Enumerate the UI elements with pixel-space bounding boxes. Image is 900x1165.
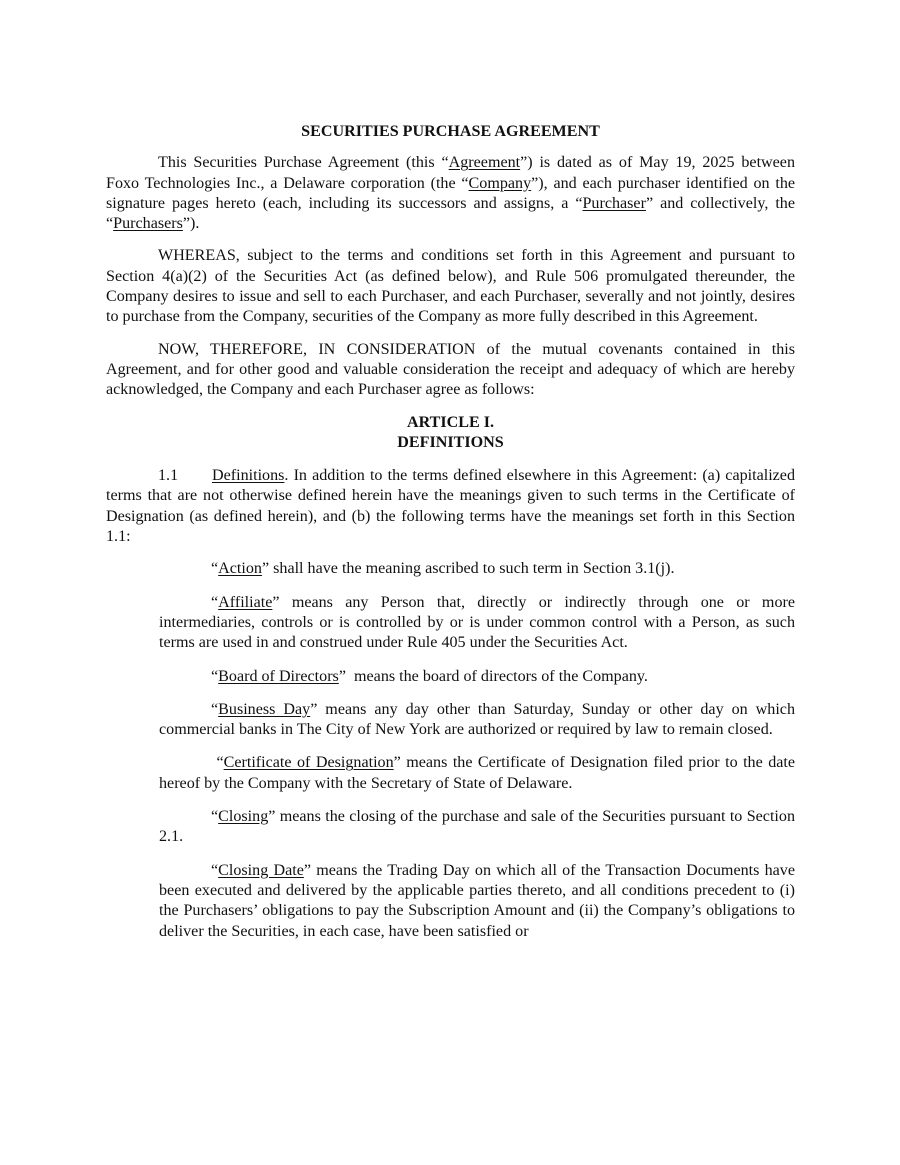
section-number: 1.1	[158, 467, 179, 485]
intro-paragraph: This Securities Purchase Agreement (this “Agreement”) is dated as of May 19, 2025 between Foxo Technologies Inc., a Delaware corporation (the “Company”), and each purchaser identified on the signature pages hereto (each, including its successors and assigns, a “Purchaser” and collectively, the “Purchasers”).	[106, 154, 796, 233]
article-name: DEFINITIONS	[397, 433, 504, 451]
defined-term-company: Company	[468, 174, 532, 192]
section-heading: Definitions	[212, 467, 285, 485]
definition-certificate-of-designation: “Certificate of Designation” means the Certificate of Designation filed prior to the date hereof by the Company with the Secretary of State of Delaware.	[159, 754, 795, 792]
defined-term: Board of Directors	[218, 667, 339, 685]
now-therefore-paragraph: NOW, THEREFORE, IN CONSIDERATION of the mutual covenants contained in this Agreement, and for other good and valuable consideration the receipt and adequacy of which are hereby acknowledged, the Company and each Purchaser agree as follows:	[106, 340, 795, 399]
definition-action: “Action” shall have the meaning ascribed to such term in Section 3.1(j).	[211, 560, 675, 578]
whereas-paragraph: WHEREAS, subject to the terms and conditions set forth in this Agreement and pursuant to Section 4(a)(2) of the Securities Act (as defined below), and Rule 506 promulgated thereunder, the Company desires to issue and sell to each Purchaser, and each Purchaser, severally and not jointly, desires to purchase from the Company, securities of the Company as more fully described in this Agreement.	[106, 247, 795, 326]
defined-term-agreement: Agreement	[448, 154, 521, 172]
definition-board-of-directors: “Board of Directors” means the board of directors of the Company.	[211, 667, 648, 685]
defined-term: Certificate of Designation	[223, 754, 394, 772]
defined-term: Closing Date	[218, 861, 304, 879]
document-title: SECURITIES PURCHASE AGREEMENT	[301, 123, 600, 140]
defined-term-purchasers: Purchasers	[113, 215, 183, 233]
article-number: ARTICLE I.	[406, 413, 495, 431]
definition-affiliate: “Affiliate” means any Person that, directly or indirectly through one or more intermediaries, controls or is controlled by or is under common control with a Person, as such terms are used in and construed under Rule 405 under the Securities Act.	[159, 593, 795, 652]
definition-business-day: “Business Day” means any day other than Saturday, Sunday or other day on which commercial banks in The City of New York are authorized or required by law to remain closed.	[159, 700, 795, 739]
defined-term: Business Day	[218, 700, 311, 718]
defined-term-purchaser: Purchaser	[582, 194, 646, 212]
document-page	[106, 122, 795, 955]
definition-closing-date: “Closing Date” means the Trading Day on which all of the Transaction Documents have been executed and delivered by the applicable parties thereto, and all conditions precedent to (i) the Purchasers’ obligations to pay the Subscription Amount and (ii) the Company’s obligations to deliver the Securities, in each case, have been satisfied or	[159, 861, 795, 940]
defined-term: Affiliate	[218, 593, 273, 611]
defined-term: Action	[218, 560, 262, 578]
article-heading	[106, 413, 795, 454]
section-1-1-paragraph: 1.1 Definitions. In addition to the terms defined elsewhere in this Agreement: (a) capitalized terms that are not otherwise defined herein have the meanings given to such terms in the Certificate of Designation (as defined herein), and (b) the following terms have the meanings set forth in this Section 1.1:	[106, 467, 795, 546]
defined-term: Closing	[218, 808, 269, 826]
definition-closing: “Closing” means the closing of the purchase and sale of the Securities pursuant to Section 2.1.	[159, 808, 795, 846]
